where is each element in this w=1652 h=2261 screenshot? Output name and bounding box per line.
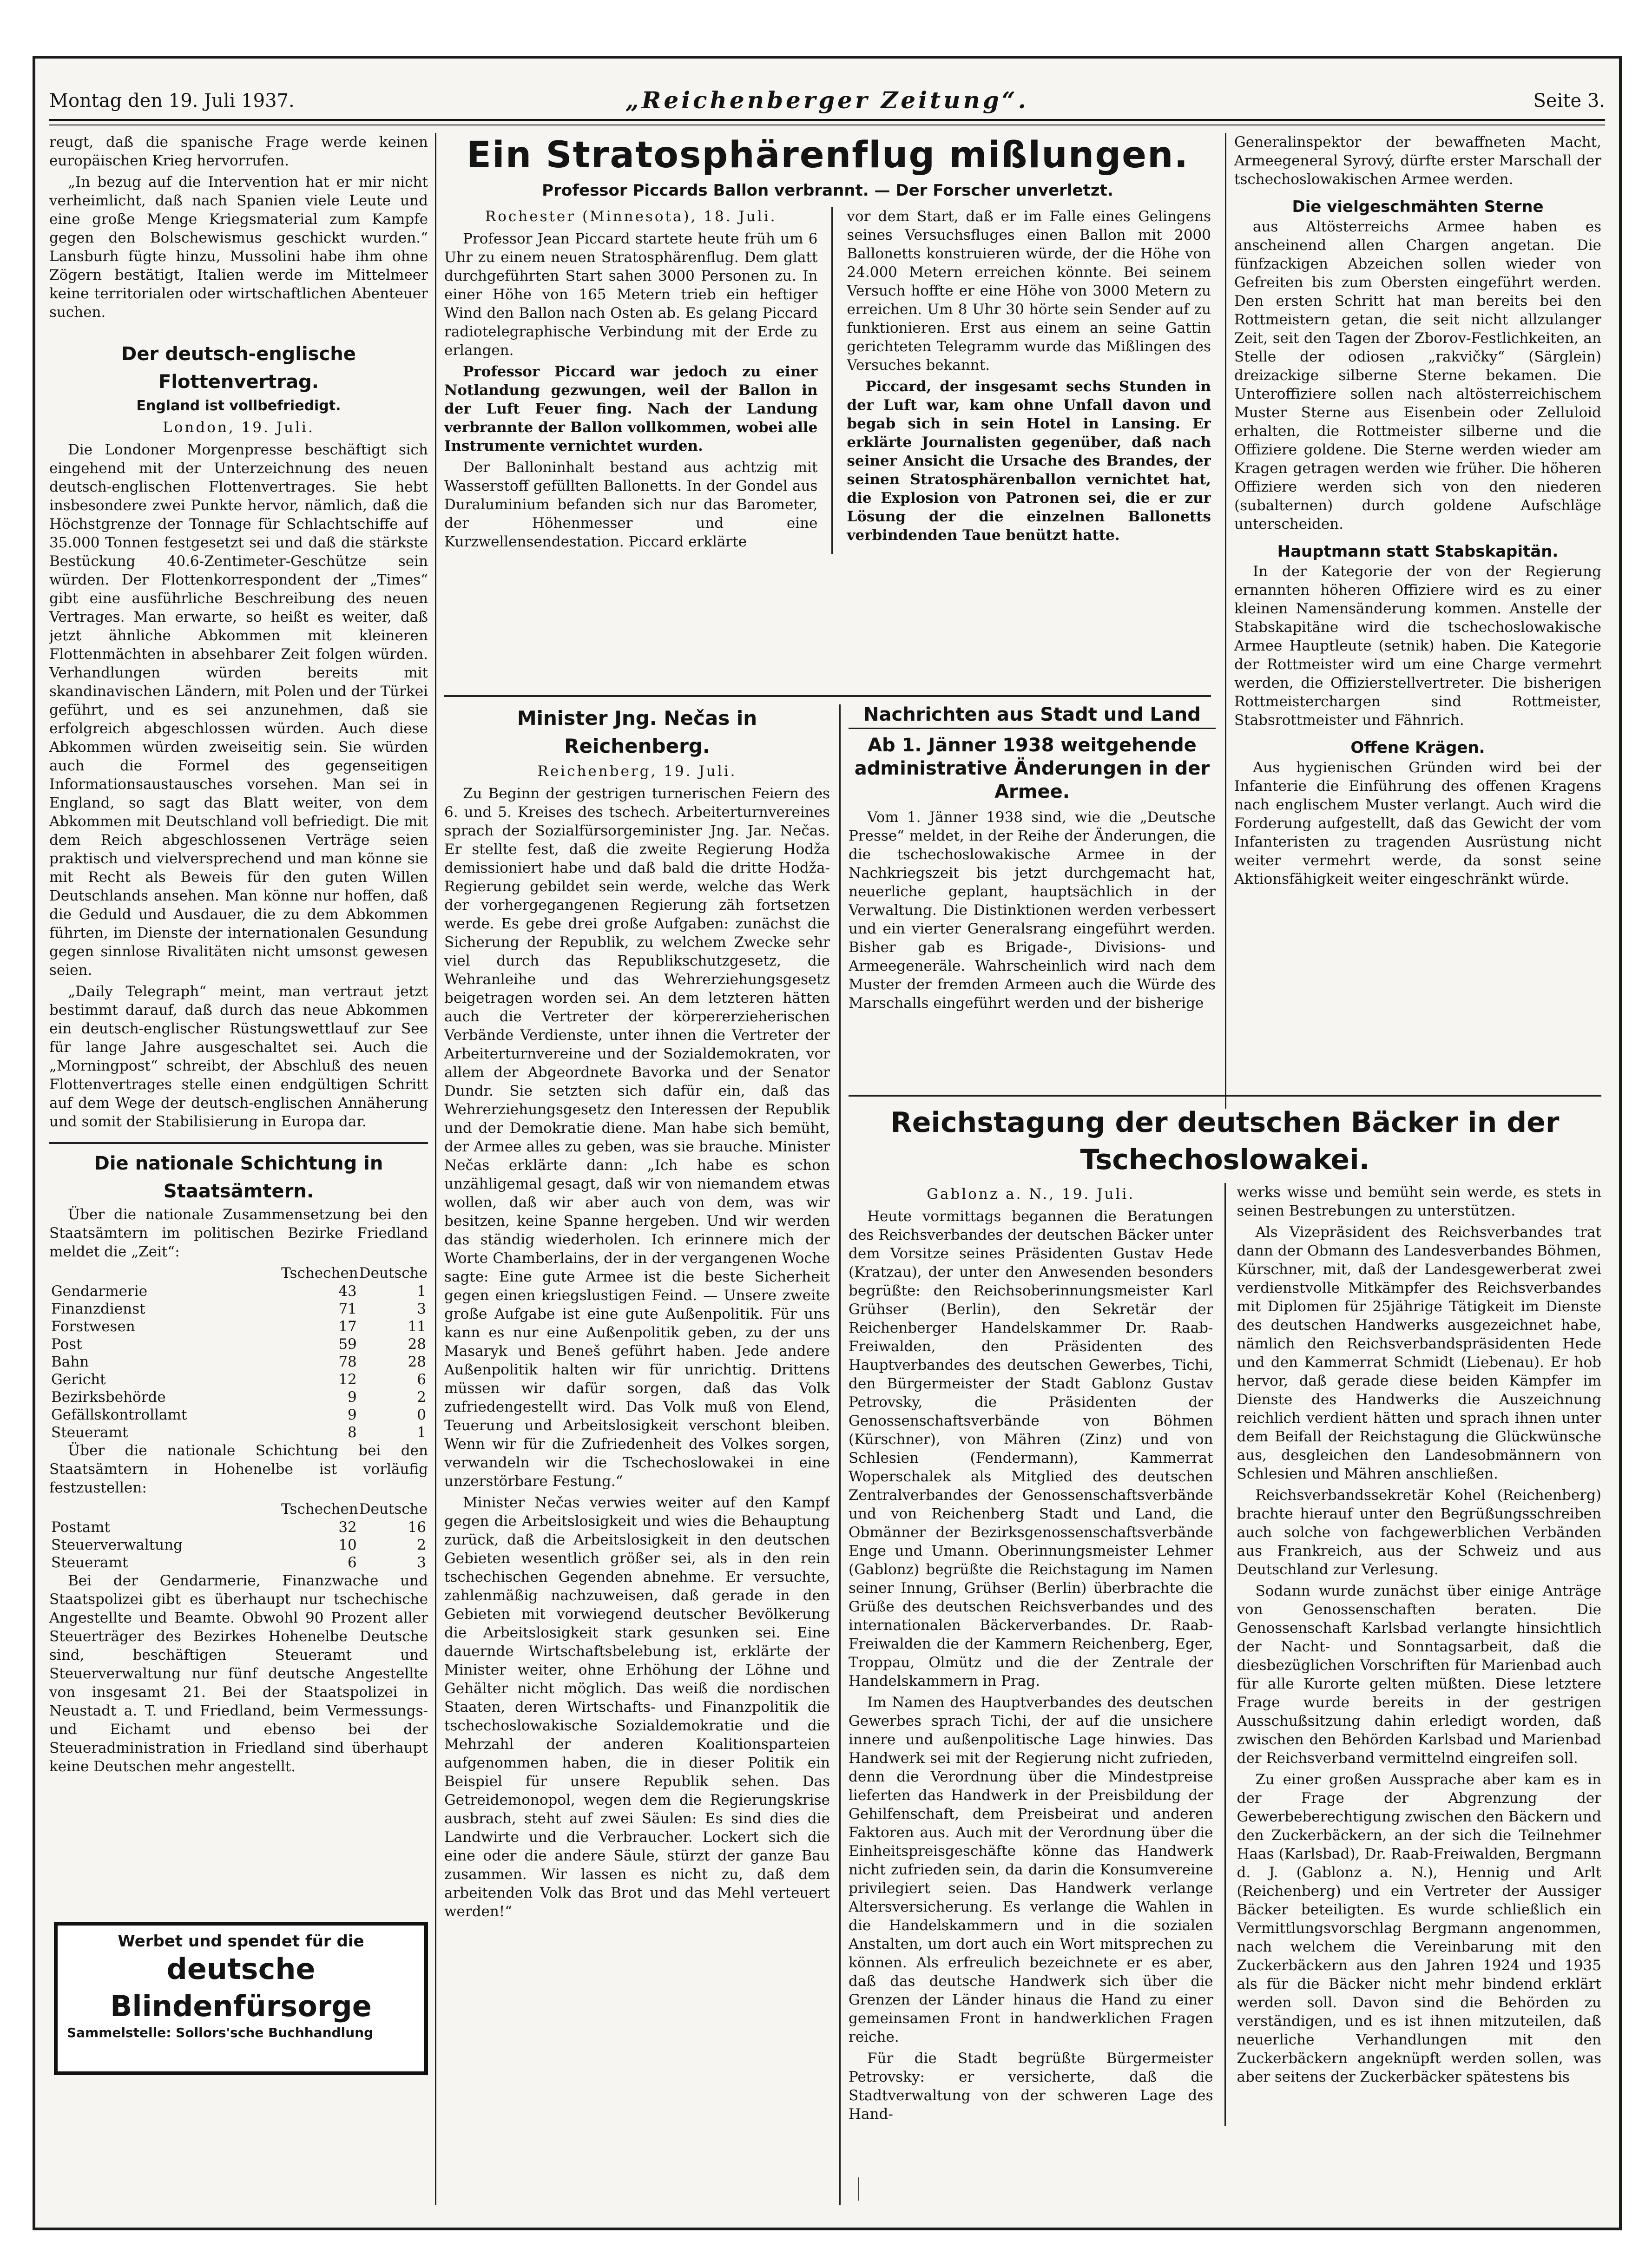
article-paragraph: Zu Beginn der gestrigen turnerischen Feiern des 6. und 5. Kreises des tschech. Arbeiterturnvereines sprach der Sozialfürsorgeminister Jng. Jar. Nečas. Er stellte fest, daß die zweite Regierung Hodža demissioniert habe und daß bald die dritte Hodža-Regierung gebildet sein werde, welche das Werk der vorhergegangenen Regierung zäh fortsetzen werde. Es gebe drei große Aufgaben: zunächst die Sicherung der Republik, zu welchem Zwecke sehr viel durch das Republikschutzgesetz, die Wehranleihe und das Wehrerziehungsgesetz beigetragen worden sei. An dem letzteren hätten auch die Vertreter der körpererzieherischen Verbände Verdienste, unter ihnen die Vertreter der Arbeiterturnvereine und der Sozialdemokraten, vor allem der Abgeordnete Bavorka und der Senator Dundr. Sie setzten sich dafür ein, daß das Wehrerziehungsgesetz den Interessen der Republik und der Demokratie diene. Man habe sich bemüht, der Armee alles zu geben, was sie brauche. Minister Nečas erklärte dann: „Ich habe es schon unzähligemal gesagt, daß wir von niemandem etwas wollen, daß wir aber auch von dem, was wir besitzen, keine Spanne hergeben. Und wir werden das ständig wiederholen. Ich erinnere mich der Worte Chamberlains, der in der vergangenen Woche sagte: Eine gute Armee ist die beste Sicherheit gegen einen kriegslustigen Feind. — Unsere zweite große Aufgabe ist eine gute Außenpolitik. Für uns kann es nur eine Außenpolitik geben, zu der uns Masaryk und Beneš geführt haben. Jede andere Außenpolitik halten wir für unrichtig. Drittens müssen wir dafür sorgen, daß das Volk zufriedengestellt wird. Das Volk muß von Elend, Teuerung und Arbeitslosigkeit verschont bleiben. Wenn wir für die Zufriedenheit des Volkes sorgen, verwandeln wir die Tschechoslowakei in eine unzerstörbare Festung.“ bbox=[444, 785, 830, 1490]
article-paragraph: Heute vormittags begannen die Beratungen des Reichsverbandes der deutschen Bäcker unter dem Vorsitze seines Präsidenten Gustav Hede (Kratzau), der unter den Anwesenden besonders begrüßte: den Reichsoberinnungsmeister Karl Grühser (Berlin), den Sekretär der Reichenberger Handelskammer Dr. Raab-Freiwalden, den Präsidenten des Hauptverbandes des deutschen Gewerbes, Tichi, den Bürgermeister der Stadt Gablonz Gustav Petrovsky, die Präsidenten der Genossenschaftsverbände von Böhmen (Kürschner), von Mähren (Zinz) und von Schlesien (Fendermann), Kammerrat Woperschalek als Mitglied des deutschen Zentralverbandes der Genossenschaftsverbände und von Reichenberg Stadt und Land, die Obmänner der Bezirksgenossenschaftsverbände Enge und Umann. Oberinnungsmeister Lehmer (Gablonz) begrüßte die Reichstagung im Namen seiner Innung, Grühser (Berlin) überbrachte die Grüße des deutschen Reichsverbandes und des internationalen Bäckerverbandes. Dr. Raab-Freiwalden die der Kammern Reichenberg, Eger, Troppau, Olmütz und die der Zentrale der Handelskammern in Prag. bbox=[849, 1208, 1213, 1689]
table-row bbox=[49, 1388, 428, 1406]
czech-count: 8 bbox=[348, 1424, 357, 1441]
stratification-headline: Die nationale Schichtung in Staatsämtern. bbox=[94, 1153, 383, 1202]
article-paragraph: In der Kategorie der von der Regierung ernannten höheren Offiziere wird es zu einer kleinen Namensänderung kommen. Anstelle der Stabskapitäne wird die tschechoslowakische Armee Hauptleute (setnik) haben. Die Kategorie der Rottmeister wird um eine Charge vermehrt werden, die Offizierstellvertreter. Die bisherigen Rottmeisterchargen sind Rottmeister, Stabsrottmeister und Fähnrich. bbox=[1234, 563, 1601, 729]
czech-count: 6 bbox=[348, 1554, 357, 1571]
article-paragraph: Zu einer großen Aussprache aber kam es in der Frage der Abgrenzung der Gewerbeberechtigung zwischen den Bäckern und den Zuckerbäckern, an der sich die Teilnehmer Haas (Karlsbad), Dr. Raab-Freiwalden, Bergmann d. J. (Gablonz a. N.), Hennig und Arlt (Reichenberg) und ein Vertreter der Aussiger Bäcker beteiligten. Es wurde schließlich ein Vermittlungsvorschlag Bergmann angenommen, nach welchem die Vereinbarung mit den Zuckerbäckern aus den Jahren 1924 und 1935 als für die Bäcker nicht mehr bindend erklärt werden soll. Davon sind die Behörden zu verständigen, und es ist ihnen mitzuteilen, daß neuerliche Verhandlungen mit den Zuckerbäckern angeknüpft werden sollen, was aber seitens der Zuckerbäcker spätestens bis bbox=[1237, 1771, 1601, 2085]
stratosphere-subheadline: Professor Piccards Ballon verbrannt. — Der Forscher unverletzt. bbox=[542, 181, 1113, 200]
czech-count: 9 bbox=[348, 1389, 357, 1406]
office-name: Forstwesen bbox=[51, 1318, 135, 1335]
column-header-czech: Tschechen bbox=[281, 1265, 358, 1282]
bakers-dateline: Gablonz a. N., 19. Juli. bbox=[927, 1186, 1135, 1203]
issue-date: Montag den 19. Juli 1937. bbox=[49, 90, 295, 112]
section-divider bbox=[49, 1142, 428, 1144]
stratification-paragraph: Bei der Gendarmerie, Finanzwache und Staatspolizei gibt es überhaupt nur tschechische Angestellte und Beamte. Obwohl 90 Prozent aller Steuerträger des Bezirkes Hohenelbe Deutsche sind, beschäftigen Steueramt und Steuerverwaltung nur fünf deutsche Angestellte von insgesamt 21. Bei der Staatspolizei in Neustadt a. T. und Friedland, beim Vermessungs- und Eichamt und ebenso bei der Steueradministration in Friedland sind überhaupt keine Deutschen mehr angestellt. bbox=[49, 1572, 428, 1775]
stratosphere-col-a bbox=[444, 207, 817, 554]
section-divider bbox=[444, 695, 1211, 697]
page-number: Seite 3. bbox=[1533, 90, 1605, 112]
german-count: 0 bbox=[417, 1407, 426, 1423]
table-row bbox=[49, 1300, 428, 1318]
german-count: 16 bbox=[408, 1519, 426, 1536]
minister-article bbox=[444, 704, 830, 2205]
article-paragraph: Aus hygienischen Gründen wird bei der Infanterie die Einführung des offenen Kragens nach englischem Muster verlangt. Auch wird die Forderung aufgestellt, daß das Gewicht der vom Infanteristen zu tragenden Ausrüstung nicht weiter vermehrt werde, da sonst seine Aktionsfähigkeit weiter eingeschränkt würde. bbox=[1234, 759, 1601, 887]
table-row bbox=[49, 1554, 428, 1571]
czech-count: 78 bbox=[338, 1354, 357, 1370]
article-paragraph: Der Balloninhalt bestand aus achtzig mit Wasserstoff gefüllten Ballonetts. In der Gondel aus Duraluminium befanden sich nur das Barometer, der Höhenmesser und eine Kurzwellensendestation. Piccard erklärte bbox=[444, 459, 818, 550]
german-count: 1 bbox=[417, 1283, 426, 1300]
german-count: 28 bbox=[408, 1354, 426, 1370]
article-paragraph: Vom 1. Jänner 1938 sind, wie die „Deutsche Presse“ meldet, in der Reihe der Änderungen, die die tschechoslowakische Armee in der Nachkriegszeit bis jetzt durchgemacht hat, neuerliche geplant, hauptsächlich in der Verwaltung. Die Distinktionen werden verbessert und ein vierter Generalsrang eingeführt werden. Bisher gab es Brigade-, Divisions- und Armeegeneräle. Wahrscheinlich wird nach dem Muster der fremden Armeen auch die Würde des Marschalls eingeführt werden und der bisherige bbox=[849, 809, 1216, 1012]
table-row bbox=[49, 1335, 428, 1353]
column-divider bbox=[1225, 133, 1226, 1109]
office-name: Gericht bbox=[51, 1371, 106, 1388]
stratosphere-col-b bbox=[847, 207, 1211, 554]
city-news-article bbox=[849, 704, 1216, 1071]
czech-count: 59 bbox=[338, 1336, 357, 1353]
german-count: 11 bbox=[408, 1318, 426, 1335]
office-name: Post bbox=[51, 1336, 82, 1353]
table-row bbox=[49, 1318, 428, 1335]
czech-count: 17 bbox=[338, 1318, 357, 1335]
column-1 bbox=[49, 133, 428, 1913]
czech-count: 10 bbox=[338, 1537, 357, 1553]
stratosphere-article bbox=[444, 133, 1211, 681]
stratification-paragraph: Über die nationale Schichtung bei den Staatsämtern in Hohenelbe ist vorläufig festzustellen: bbox=[49, 1442, 428, 1496]
masthead-rule bbox=[49, 119, 1605, 121]
section-divider bbox=[849, 1095, 1601, 1097]
office-name: Gendarmerie bbox=[51, 1283, 148, 1300]
office-name: Finanzdienst bbox=[51, 1301, 145, 1317]
german-count: 6 bbox=[417, 1371, 426, 1388]
czech-count: 43 bbox=[338, 1283, 357, 1300]
fleet-dateline: London, 19. Juli. bbox=[163, 419, 315, 436]
bakers-col-a bbox=[849, 1183, 1213, 2126]
bakers-headline: Reichstagung der deutschen Bäcker in der Tschechoslowakei. bbox=[890, 1106, 1560, 1176]
czech-count: 71 bbox=[338, 1301, 357, 1317]
column-header-german: Deutsche bbox=[359, 1501, 428, 1518]
german-count: 1 bbox=[417, 1424, 426, 1441]
ad-line-1: Werbet und spendet für die bbox=[118, 1932, 364, 1951]
minister-headline: Minister Jng. Nečas in Reichenberg. bbox=[517, 707, 757, 757]
army-changes-headline: Ab 1. Jänner 1938 weitgehende administrative Änderungen in der Armee. bbox=[854, 735, 1210, 802]
article-paragraph: Generalinspektor der bewaffneten Macht, Armeegeneral Syrový, dürfte erster Marschall der tschechoslowakischen Armee werden. bbox=[1234, 134, 1601, 188]
stratosphere-dateline: Rochester (Minnesota), 18. Juli. bbox=[485, 208, 777, 225]
german-count: 28 bbox=[408, 1336, 426, 1353]
city-news-section-title: Nachrichten aus Stadt und Land bbox=[849, 704, 1216, 729]
friedland-table bbox=[49, 1264, 428, 1441]
collars-headline: Offene Krägen. bbox=[1350, 738, 1485, 757]
fleet-paragraph: „Daily Telegraph“ meint, man vertraut jetzt bestimmt darauf, daß durch das neue Abkommen ein deutsch-englischer Rüstungswettlauf zur See für lange Jahre ausgeschaltet sei. Auch die „Morningpost“ schreibt, der Abschluß des neuen Flottenvertrages stelle einen endgültigen Schritt auf dem Wege der deutsch-englischen Annäherung und somit der Stabilisierung in Europa dar. bbox=[49, 983, 428, 1130]
column-header-czech: Tschechen bbox=[281, 1501, 358, 1518]
office-name: Gefällskontrollamt bbox=[51, 1407, 187, 1423]
column-divider bbox=[839, 704, 841, 2205]
czech-count: 9 bbox=[348, 1407, 357, 1423]
paper-title: „Reichenberger Zeitung“. bbox=[625, 86, 1029, 114]
column-header-german: Deutsche bbox=[359, 1265, 428, 1282]
german-count: 2 bbox=[417, 1389, 426, 1406]
office-name: Bahn bbox=[51, 1354, 89, 1370]
stratosphere-headline: Ein Stratosphärenflug mißlungen. bbox=[466, 134, 1189, 176]
czech-count: 12 bbox=[338, 1371, 357, 1388]
hohenelbe-table bbox=[49, 1500, 428, 1571]
captain-headline: Hauptmann statt Stabskapitän. bbox=[1277, 542, 1559, 561]
office-name: Bezirksbehörde bbox=[51, 1389, 166, 1406]
fleet-subheadline: England ist vollbefriedigt. bbox=[136, 398, 341, 414]
german-count: 2 bbox=[417, 1537, 426, 1553]
article-paragraph: Im Namen des Hauptverbandes des deutschen Gewerbes sprach Tichi, der auf die unsichere innere und außenpolitische Lage hinwies. Das Handwerk sei mit der Regierung nicht zufrieden, denn die Verordnung über die Mindestpreise lieferten das Handwerk in der Preisbildung der Gehilfenschaft, dem Preisbeirat und anderen Faktoren aus. Auch mit der Verordnung über die Einheitspreisgeschäfte könne das Handwerk nicht zufrieden sein, da darin die Konsumvereine privilegiert seien. Das Handwerk verlange Altersversicherung. Es verlange die Wahlen in die Handelskammern und in die sozialen Anstalten, um dort auch ein Wort mitsprechen zu können. Als erfreulich bezeichnete er es aber, daß das deutsche Handwerk sich über die Grenzen der Länder hinaus die Hand zu einer gemeinsamen Front in handwerklichen Fragen reiche. bbox=[849, 1694, 1213, 2045]
article-paragraph: vor dem Start, daß er im Falle eines Gelingens seines Versuchsfluges einen Ballon mit 2000 Ballonetts konstruieren würde, der die Höhe von 24.000 Metern erreichen könnte. Bei seinem Versuch hoffte er eine Höhe von 3000 Metern zu erreichen. Um 8 Uhr 30 hörte sein Sender auf zu funktionieren. Erst aus einem an seine Gattin gerichteten Telegramm wurde das Mißlingen des Versuches bekannt. bbox=[847, 208, 1211, 374]
fleet-paragraph: Die Londoner Morgenpresse beschäftigt sich eingehend mit der Unterzeichnung des neuen deutsch-englischen Flottenvertrages. Sie hebt insbesondere zwei Punkte hervor, nämlich, daß die Höchstgrenze der Tonnage für Schlachtschiffe auf 35.000 Tonnen festgesetzt sei und daß die stärkste Bestückung 40.6-Zentimeter-Geschütze sein würden. Der Flottenkorrespondent der „Times“ gibt eine ausführliche Beschreibung des neuen Vertrages. Man erwarte, so heißt es weiter, daß jetzt ähnliche Abkommen mit kleineren Flottenmächten in absehbarer Zeit folgen würden. Verhandlungen würden bereits mit skandinavischen Ländern, mit Polen und der Türkei geführt, und es sei anzunehmen, daß sie erfolgreich abgeschlossen würden. Auch diese Abkommen würden zweiseitig sein. Sie würden auch die Formel des gegenseitigen Informationsaustausches vorsehen. Man sei in England, so sagt das Blatt weiter, von dem Abkommen mit Deutschland voll befriedigt. Die mit dem Reich abgeschlossenen Verträge seien praktisch und vielversprechend und man könne sie mit Recht als Beweis für den guten Willen Deutschlands ansehen. Man könne nur hoffen, daß die Geduld und Ausdauer, die zu dem Abkommen führten, im Dienste der internationalen Gesundung gegen sinnlose Rivalitäten nicht umsonst gewesen seien. bbox=[49, 441, 428, 979]
bakers-col-b bbox=[1237, 1183, 1602, 2126]
article-paragraph: Professor Jean Piccard startete heute früh um 6 Uhr zu einem neuen Stratosphärenflug. Dem glatt durchgeführten Start sahen 3000 Personen zu. In einer Höhe von 165 Metern trieb ein heftiger Wind den Ballon nach Osten ab. Es gelang Piccard radiotelegraphische Verbindung mit der Erde zu erlangen. bbox=[444, 230, 818, 359]
german-count: 3 bbox=[417, 1301, 426, 1317]
article-paragraph: Reichsverbandssekretär Kohel (Reichenberg) brachte hierauf unter den Begrüßungsschreiben auch solche von fachgewerblichen Verbänden aus Frankreich, aus der Schweiz und aus Deutschland zur Verlesung. bbox=[1237, 1487, 1601, 1578]
intro-paragraph: reugt, daß die spanische Frage werde keinen europäischen Krieg hervorrufen. bbox=[49, 134, 428, 169]
advertisement-blind-welfare bbox=[54, 1922, 428, 2075]
article-paragraph: Professor Piccard war jedoch zu einer Notlandung gezwungen, weil der Ballon in der Luft Feuer fing. Nach der Landung verbrannte der Ballon vollkommen, wobei alle Instrumente vernichtet wurden. bbox=[444, 363, 818, 454]
article-paragraph: Für die Stadt begrüßte Bürgermeister Petrovsky: er versicherte, daß die Stadtverwaltung von der schweren Lage des Hand- bbox=[849, 2050, 1213, 2123]
minister-dateline: Reichenberg, 19. Juli. bbox=[537, 763, 737, 780]
newspaper-page bbox=[33, 56, 1622, 2230]
table-row bbox=[49, 1353, 428, 1371]
stratification-paragraph: Über die nationale Zusammensetzung bei den Staatsämtern im politischen Bezirke Friedland meldet die „Zeit“: bbox=[49, 1206, 428, 1260]
table-row bbox=[49, 1518, 428, 1536]
table-row bbox=[49, 1424, 428, 1441]
intro-paragraph: „In bezug auf die Intervention hat er mir nicht verheimlicht, daß nach Spanien viele Leute und eine große Menge Kriegsmaterial zum Kampfe gegen den Bolschewismus geschickt wurden.“ Lansburh fügte hinzu, Mussolini habe ihm ohne Zögern bestätigt, Italien werde im Mittelmeer keine territorialen oder wirtschaftlichen Abenteuer suchen. bbox=[49, 174, 428, 321]
table-row bbox=[49, 1371, 428, 1388]
german-count: 3 bbox=[417, 1554, 426, 1571]
article-paragraph: Als Vizepräsident des Reichsverbandes trat dann der Obmann des Landesverbandes Böhmen, Kürschner, mit, daß der Landesgewerberat zwei verdienstvolle Mitkämpfer des Reichsverbandes mit Diplomen für 25jährige Tätigkeit im Dienste des deutschen Handwerks ausgezeichnet habe, nämlich den Reichsverbandspräsidenten Hede und den Kammerrat Schmidt (Liebenau). Er hob hervor, daß gerade diese beiden Kämpfer im Dienste des Handwerks die Auszeichnung reichlich verdient hätten und sprach ihnen unter dem Beifall der Reichstagung die Glückwünsche aus, desgleichen den Landesobmännern von Schlesien und Mähren anschließen. bbox=[1237, 1224, 1601, 1482]
office-name: Steuerverwaltung bbox=[51, 1537, 183, 1553]
column-divider bbox=[435, 133, 436, 2205]
article-paragraph: aus Altösterreichs Armee haben es anscheinend allen Chargen angetan. Die fünfzackigen Abzeichen sollen wieder von Gefreiten bis zum Obersten eingeführt werden. Den ersten Schritt hat man bereits bei den Rottmeistern getan, die seit nicht allzulanger Zeit, seit den Tagen der Zborov-Festlichkeiten, an Stelle der odiosen „rakvičky“ (Särglein) dreizackige silberne Sterne bekamen. Die Unteroffiziere sollen nach altösterreichischem Muster Sterne aus Eisenbein oder Zelluloid erhalten, die Rottmeister silberne und die Offiziere goldene. Die Sterne werden wieder am Kragen getragen werden wie früher. Die höheren Offiziere werden sich von den niederen (subalternen) durch goldene Aufschläge unterscheiden. bbox=[1234, 218, 1601, 532]
article-paragraph: Sodann wurde zunächst über einige Anträge von Genossenschaften beraten. Die Genossenschaft Karlsbad verlangte hinsichtlich der Nacht- und Sonntagsarbeit, daß die diesbezüglichen Vorschriften für Marienbad auch für alle Kurorte gelten müßten. Diese letztere Frage wurde bereits in der gestrigen Ausschußsitzung dahin erledigt worden, daß zwischen den Behörden Karlsbad und Marienbad der Reichsverband vermittelnd eingreifen soll. bbox=[1237, 1583, 1601, 1767]
office-name: Steueramt bbox=[51, 1554, 128, 1571]
bakers-article bbox=[849, 1104, 1601, 2205]
office-name: Steueramt bbox=[51, 1424, 128, 1441]
czech-count: 32 bbox=[338, 1519, 357, 1536]
table-row bbox=[49, 1406, 428, 1424]
column-4 bbox=[1234, 133, 1601, 1099]
table-row bbox=[49, 1536, 428, 1554]
article-paragraph: Minister Nečas verwies weiter auf den Kampf gegen die Arbeitslosigkeit und wies die Behauptung zurück, daß die Arbeitslosigkeit in den deutschen Gebieten wesentlich größer sei, als in den rein tschechischen Gegenden abnehme. Er versuchte, zahlenmäßig nachzuweisen, daß gerade in den Gebieten mit vorwiegend deutscher Bevölkerung die Arbeitslosigkeit stark gesunken sei. Eine dauernde Wirtschaftsbelebung ist, erklärte der Minister weiter, ohne Erhöhung der Löhne und Gehälter nicht möglich. Das weiß die nordischen Staaten, deren Wirtschafts- und Finanzpolitik die tschechoslowakische Sozialdemokratie und die Mehrzahl der anderen Koalitionsparteien aufgenommen haben, die in dieser Politik ein Beispiel für unsere Republik sehen. Das Getreidemonopol, wegen dem die Regierungskrise ausbrach, steht auf zwei Säulen: Es sind dies die Landwirte und die Verbraucher. Lockert sich die eine oder die andere Säule, stürzt der ganze Bau zusammen. Wir lassen es nicht zu, daß dem arbeitenden Volk das Brot und das Mehl verteuert werden!“ bbox=[444, 1494, 830, 1920]
ad-line-3: Sammelstelle: Sollors'sche Buchhandlung bbox=[67, 2025, 374, 2040]
article-paragraph: werks wisse und bemüht sein werde, es stets in seinen Bestrebungen zu unterstützen. bbox=[1237, 1184, 1601, 1219]
article-paragraph: Piccard, der insgesamt sechs Stunden in der Luft war, kam ohne Unfall davon und begab sich in sein Hotel in Lansing. Er erklärte Journalisten gegenüber, daß nach seiner Ansicht die Ursache des Brandes, der seinen Stratosphärenballon vernichtet hat, die Explosion von Patronen sei, die er zur Lösung der die einzelnen Ballonetts verbindenden Taue benützt hatte. bbox=[847, 378, 1211, 544]
office-name: Postamt bbox=[51, 1519, 110, 1536]
ad-line-2: deutsche Blindenfürsorge bbox=[110, 1952, 372, 2023]
fleet-headline: Der deutsch-englische Flottenvertrag. bbox=[121, 343, 356, 393]
page-crease-mark bbox=[858, 2177, 859, 2201]
table-row bbox=[49, 1282, 428, 1300]
stars-headline: Die vielgeschmähten Sterne bbox=[1292, 197, 1544, 216]
masthead bbox=[49, 77, 1605, 119]
